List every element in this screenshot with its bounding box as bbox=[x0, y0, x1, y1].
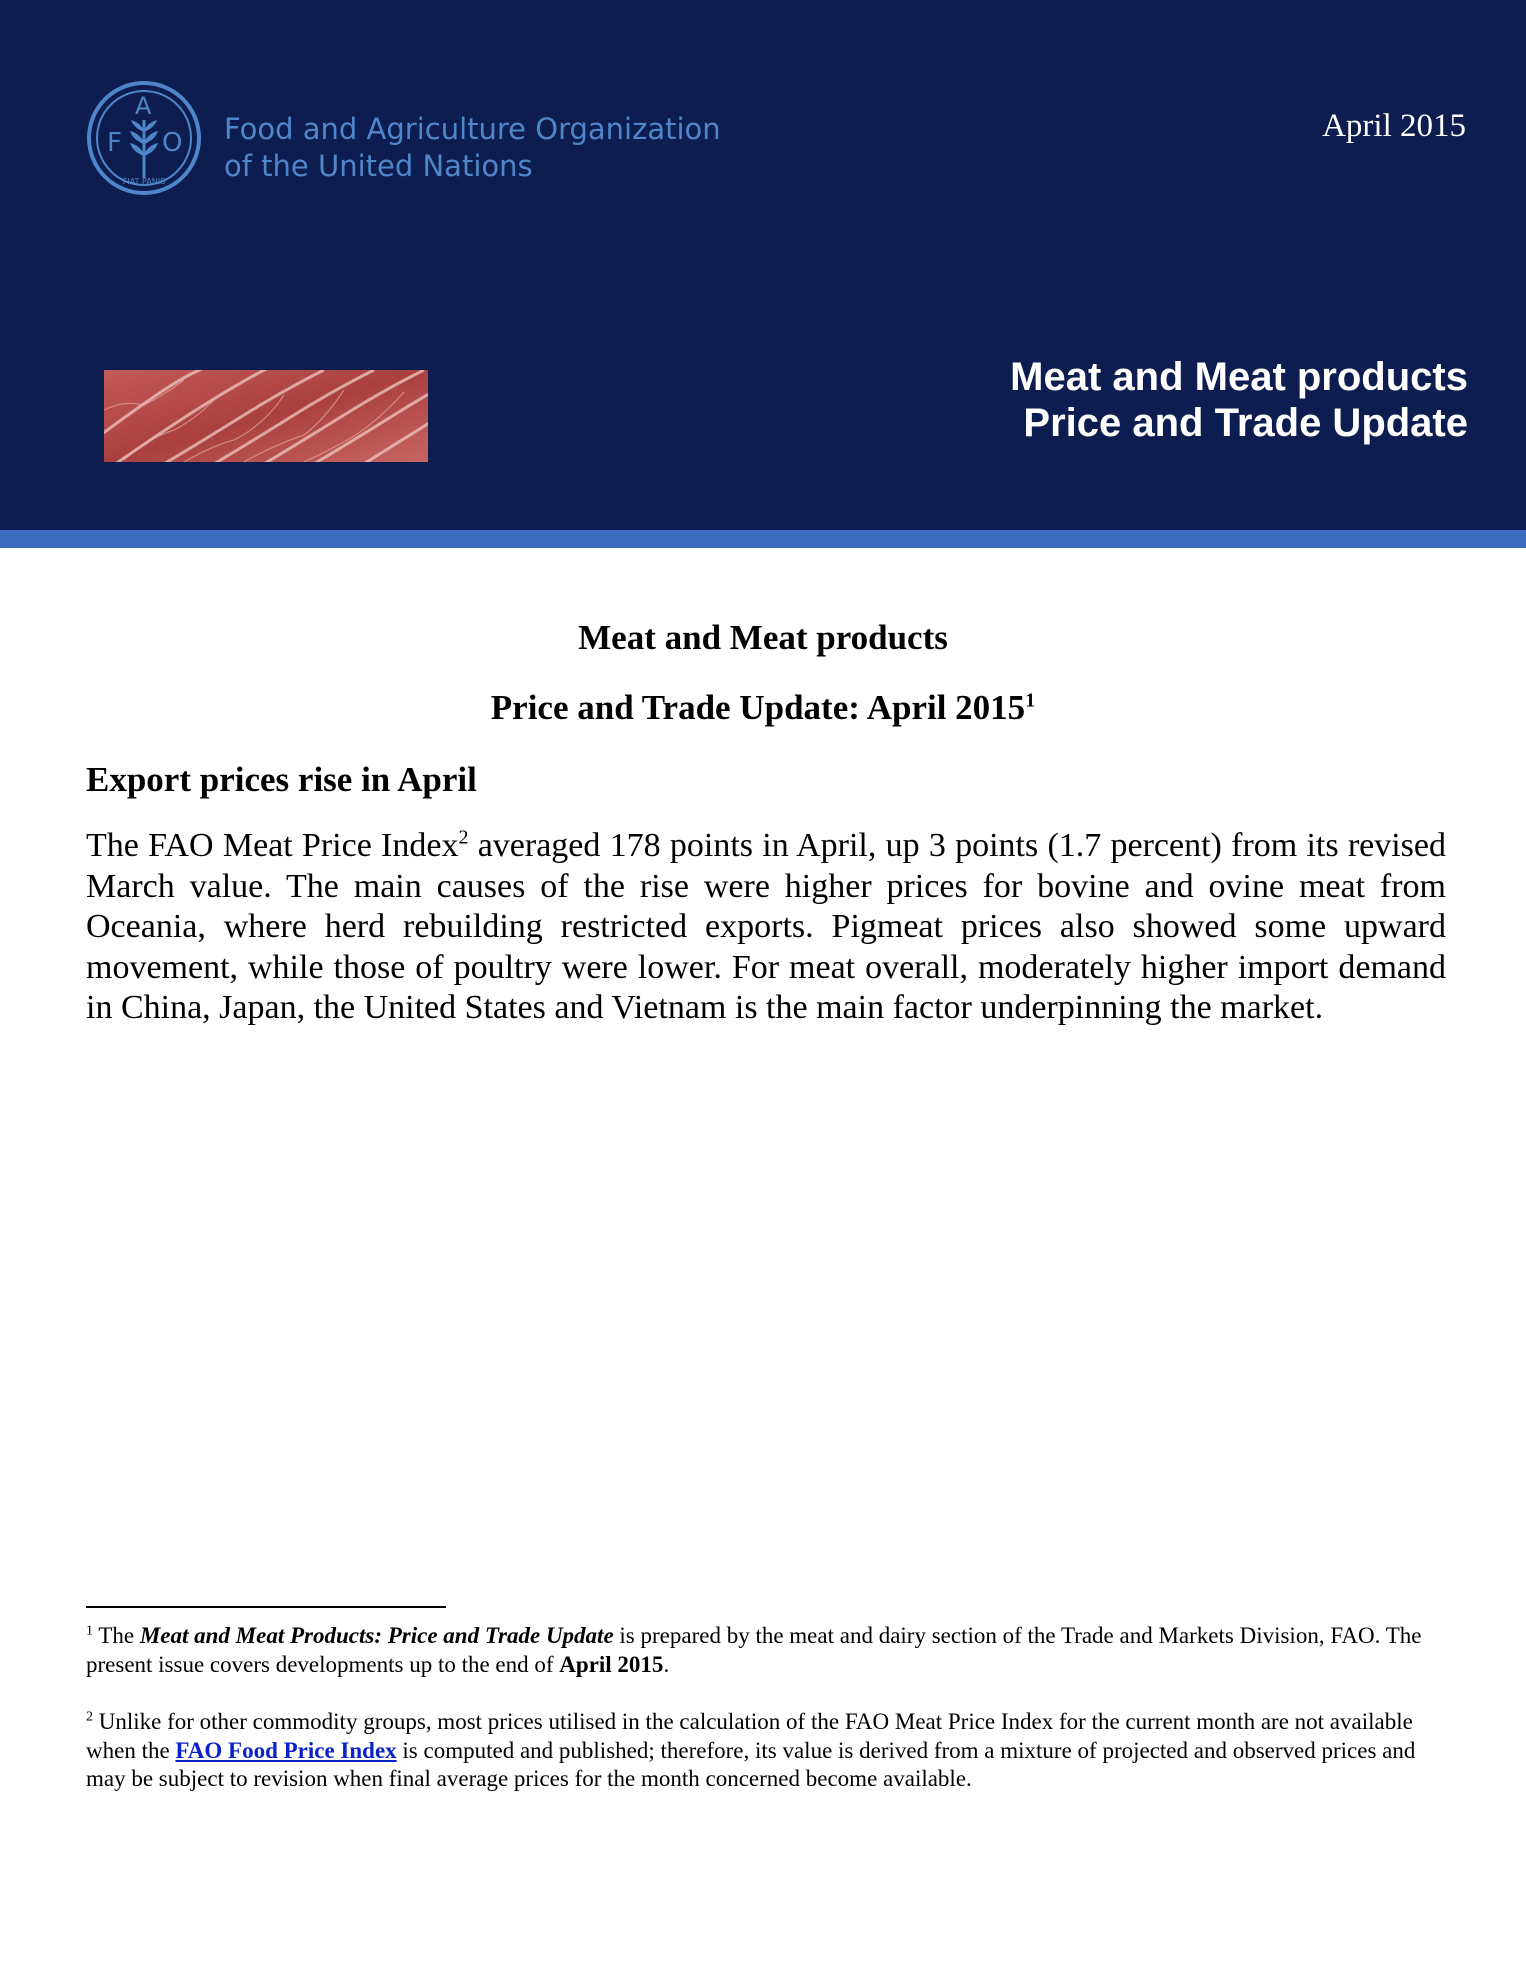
section-heading: Export prices rise in April bbox=[86, 760, 477, 799]
fao-logo-icon bbox=[86, 80, 202, 196]
document-subheading-text: Price and Trade Update: April 2015 bbox=[490, 688, 1026, 727]
issue-date: April 2015 bbox=[1322, 108, 1466, 144]
footnote-1 bbox=[86, 1622, 1446, 1679]
header-banner bbox=[0, 0, 1526, 530]
banner-title-line2: Price and Trade Update bbox=[1023, 401, 1468, 445]
footnote-1-marker: 1 bbox=[86, 1623, 93, 1639]
banner-title bbox=[1010, 354, 1468, 446]
footnote-separator bbox=[86, 1606, 446, 1608]
banner-stripe bbox=[0, 530, 1526, 548]
footnote-1-date: April 2015 bbox=[559, 1651, 664, 1677]
logo-letter-o: O bbox=[162, 128, 183, 158]
org-name-line2: of the United Nations bbox=[224, 149, 533, 183]
body-text-part2: averaged 178 points in April, up 3 points (1.7 percent) from its revised March value. The main causes of the rise were higher prices for bovine and ovine meat from Oceania, where herd rebuilding restricted exports. Pigmeat prices also showed some upward movement, while those of poultry were lower. For meat overall, moderately higher import demand in China, Japan, the United States and Vietnam is the main factor underpinning the market. bbox=[86, 827, 1447, 1027]
footnote-2 bbox=[86, 1708, 1446, 1794]
fao-food-price-index-link[interactable]: FAO Food Price Index bbox=[175, 1737, 397, 1763]
body-paragraph bbox=[86, 826, 1446, 1029]
marbled-meat-image bbox=[104, 370, 428, 462]
document-subheading bbox=[0, 688, 1526, 728]
org-name-line1: Food and Agriculture Organization bbox=[224, 112, 721, 146]
footnote-2-body: is computed and published; therefore, its value is derived from a mixture of projected and observed prices and may be subject to revision when final average prices for the month concerned become available. bbox=[86, 1737, 1416, 1791]
body-text-part1: The FAO Meat Price Index bbox=[86, 827, 459, 864]
footnote-1-end: . bbox=[663, 1651, 670, 1677]
footnote-2-marker: 2 bbox=[86, 1709, 93, 1725]
footnote-2-text: Unlike for other commodity groups, most prices utilised in the calculation of the FAO Meat Price Index for the current month are not available when the bbox=[86, 1709, 1413, 1763]
footnote-1-title: Meat and Meat Products: Price and Trade Update bbox=[139, 1623, 614, 1648]
meat-photo bbox=[104, 370, 428, 462]
banner-title-line1: Meat and Meat products bbox=[1010, 355, 1468, 399]
logo-letter-f: F bbox=[107, 128, 122, 158]
document-heading: Meat and Meat products bbox=[578, 618, 948, 657]
org-name bbox=[224, 111, 721, 185]
footnote-ref-2: 2 bbox=[458, 826, 469, 849]
footnote-1-text: The bbox=[93, 1623, 140, 1648]
logo-motto: FIAT PANIS bbox=[122, 177, 166, 186]
logo-letter-a: A bbox=[135, 92, 152, 120]
footnote-ref-1: 1 bbox=[1025, 689, 1036, 712]
footnote-1-body: is prepared by the meat and dairy section of the Trade and Markets Division, FAO. The present issue covers developments up to the end of bbox=[86, 1623, 1422, 1677]
